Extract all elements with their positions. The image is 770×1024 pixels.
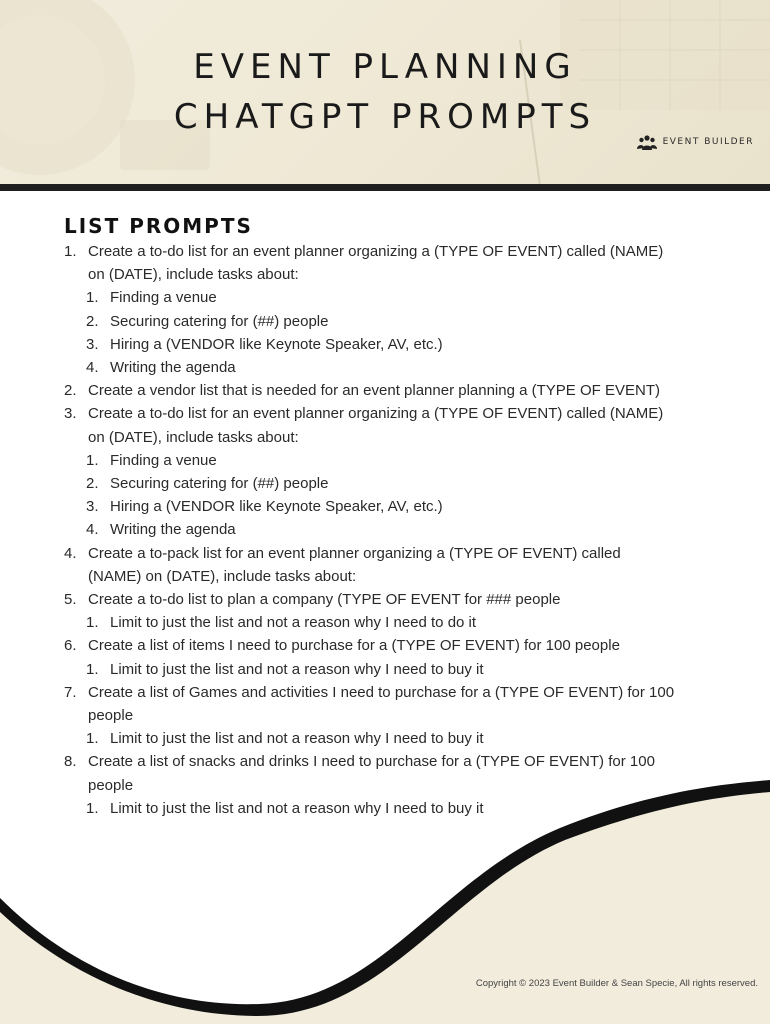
sub-list-item-number: 1. <box>86 289 99 307</box>
list-item <box>64 402 744 448</box>
sub-list-item-text: Limit to just the list and not a reason why I need to do it <box>110 614 477 632</box>
list-item <box>64 681 744 727</box>
list-item-text: on (DATE), include tasks about: <box>88 428 299 446</box>
list-item-text: (NAME) on (DATE), include tasks about: <box>88 567 357 585</box>
sub-list-item-number: 1. <box>86 614 99 632</box>
list-item-text: Create a list of snacks and drinks I need to purchase for a (TYPE OF EVENT) for 100 <box>88 753 655 771</box>
title-line-1: EVENT PLANNING <box>193 47 577 87</box>
copyright-text: Copyright © 2023 Event Builder & Sean Specie, All rights reserved. <box>475 978 758 989</box>
list-item-number: 8. <box>64 753 77 771</box>
sub-list-item-text: Hiring a (VENDOR like Keynote Speaker, AV, etc.) <box>110 335 443 353</box>
list-item-text: Create a to-pack list for an event planner organizing a (TYPE OF EVENT) called <box>88 544 621 562</box>
sub-list-item <box>64 449 744 472</box>
sub-list-item <box>64 727 744 750</box>
list-item-number: 4. <box>64 544 77 562</box>
sub-list-item <box>64 286 744 309</box>
sub-list-item-number: 3. <box>86 335 99 353</box>
sub-list-item-text: Securing catering for (##) people <box>110 312 329 330</box>
list-item-text: Create a list of Games and activities I need to purchase for a (TYPE OF EVENT) for 100 <box>88 683 675 701</box>
brand-name: EVENT BUILDER <box>662 137 754 147</box>
sub-list-item-text: Writing the agenda <box>110 521 236 539</box>
list-item <box>64 542 744 588</box>
sub-list-item-text: Limit to just the list and not a reason why I need to buy it <box>110 730 484 748</box>
main-content <box>64 214 744 820</box>
sub-list-item-text: Limit to just the list and not a reason why I need to buy it <box>110 799 484 817</box>
list-item-number: 3. <box>64 405 77 423</box>
sub-list-item-number: 4. <box>86 359 99 377</box>
sub-list-item-text: Hiring a (VENDOR like Keynote Speaker, AV, etc.) <box>110 498 443 516</box>
list-item-number: 5. <box>64 591 77 609</box>
sub-list-item <box>64 310 744 333</box>
list-item-number: 7. <box>64 683 77 701</box>
list-item-text: Create a to-do list for an event planner organizing a (TYPE OF EVENT) called (NAME) <box>88 243 664 260</box>
list-item-text: on (DATE), include tasks about: <box>88 266 299 284</box>
list-item-number: 2. <box>64 382 77 400</box>
sub-list-item-text: Securing catering for (##) people <box>110 475 329 493</box>
sub-list-item-number: 2. <box>86 475 99 493</box>
sub-list-item <box>64 495 744 518</box>
sub-list-item-text: Writing the agenda <box>110 359 236 377</box>
list-item-text: people <box>88 776 134 794</box>
sub-list-item-number: 1. <box>86 451 99 469</box>
list-item-text: Create a to-do list for an event planner organizing a (TYPE OF EVENT) called (NAME) <box>88 405 664 423</box>
section-title: LIST PROMPTS <box>64 214 253 238</box>
list-item <box>64 588 744 611</box>
people-group-icon <box>637 134 657 150</box>
sub-list-item <box>64 356 744 379</box>
list-item-text: Create a vendor list that is needed for an event planner planning a (TYPE OF EVENT) <box>88 382 660 400</box>
list-item-text: Create a to-do list to plan a company (TYPE OF EVENT for ### people <box>88 591 561 609</box>
sub-list-item-number: 1. <box>86 730 99 748</box>
list-item <box>64 379 744 402</box>
prompt-list <box>64 240 744 820</box>
list-item <box>64 634 744 657</box>
list-item-text: Create a list of items I need to purchase for a (TYPE OF EVENT) for 100 people <box>88 637 620 655</box>
list-item-number: 6. <box>64 637 77 655</box>
sub-list-item-text: Finding a venue <box>110 451 217 469</box>
sub-list-item-number: 1. <box>86 799 99 817</box>
sub-list-item-number: 2. <box>86 312 99 330</box>
list-item <box>64 240 744 286</box>
sub-list-item-text: Limit to just the list and not a reason why I need to buy it <box>110 660 484 678</box>
sub-list-item <box>64 611 744 634</box>
brand-logo <box>637 134 754 150</box>
page-title <box>0 42 770 142</box>
list-item-text: people <box>88 707 134 725</box>
sub-list-item <box>64 518 744 541</box>
header-banner <box>0 0 770 186</box>
sub-list-item-number: 4. <box>86 521 99 539</box>
sub-list-item-number: 3. <box>86 498 99 516</box>
sub-list-item-text: Finding a venue <box>110 289 217 307</box>
sub-list-item <box>64 472 744 495</box>
sub-list-item-number: 1. <box>86 660 99 678</box>
header-divider-bar <box>0 184 770 191</box>
sub-list-item <box>64 333 744 356</box>
title-line-2: CHATGPT PROMPTS <box>173 97 597 137</box>
list-item-number: 1. <box>64 243 77 260</box>
sub-list-item <box>64 658 744 681</box>
